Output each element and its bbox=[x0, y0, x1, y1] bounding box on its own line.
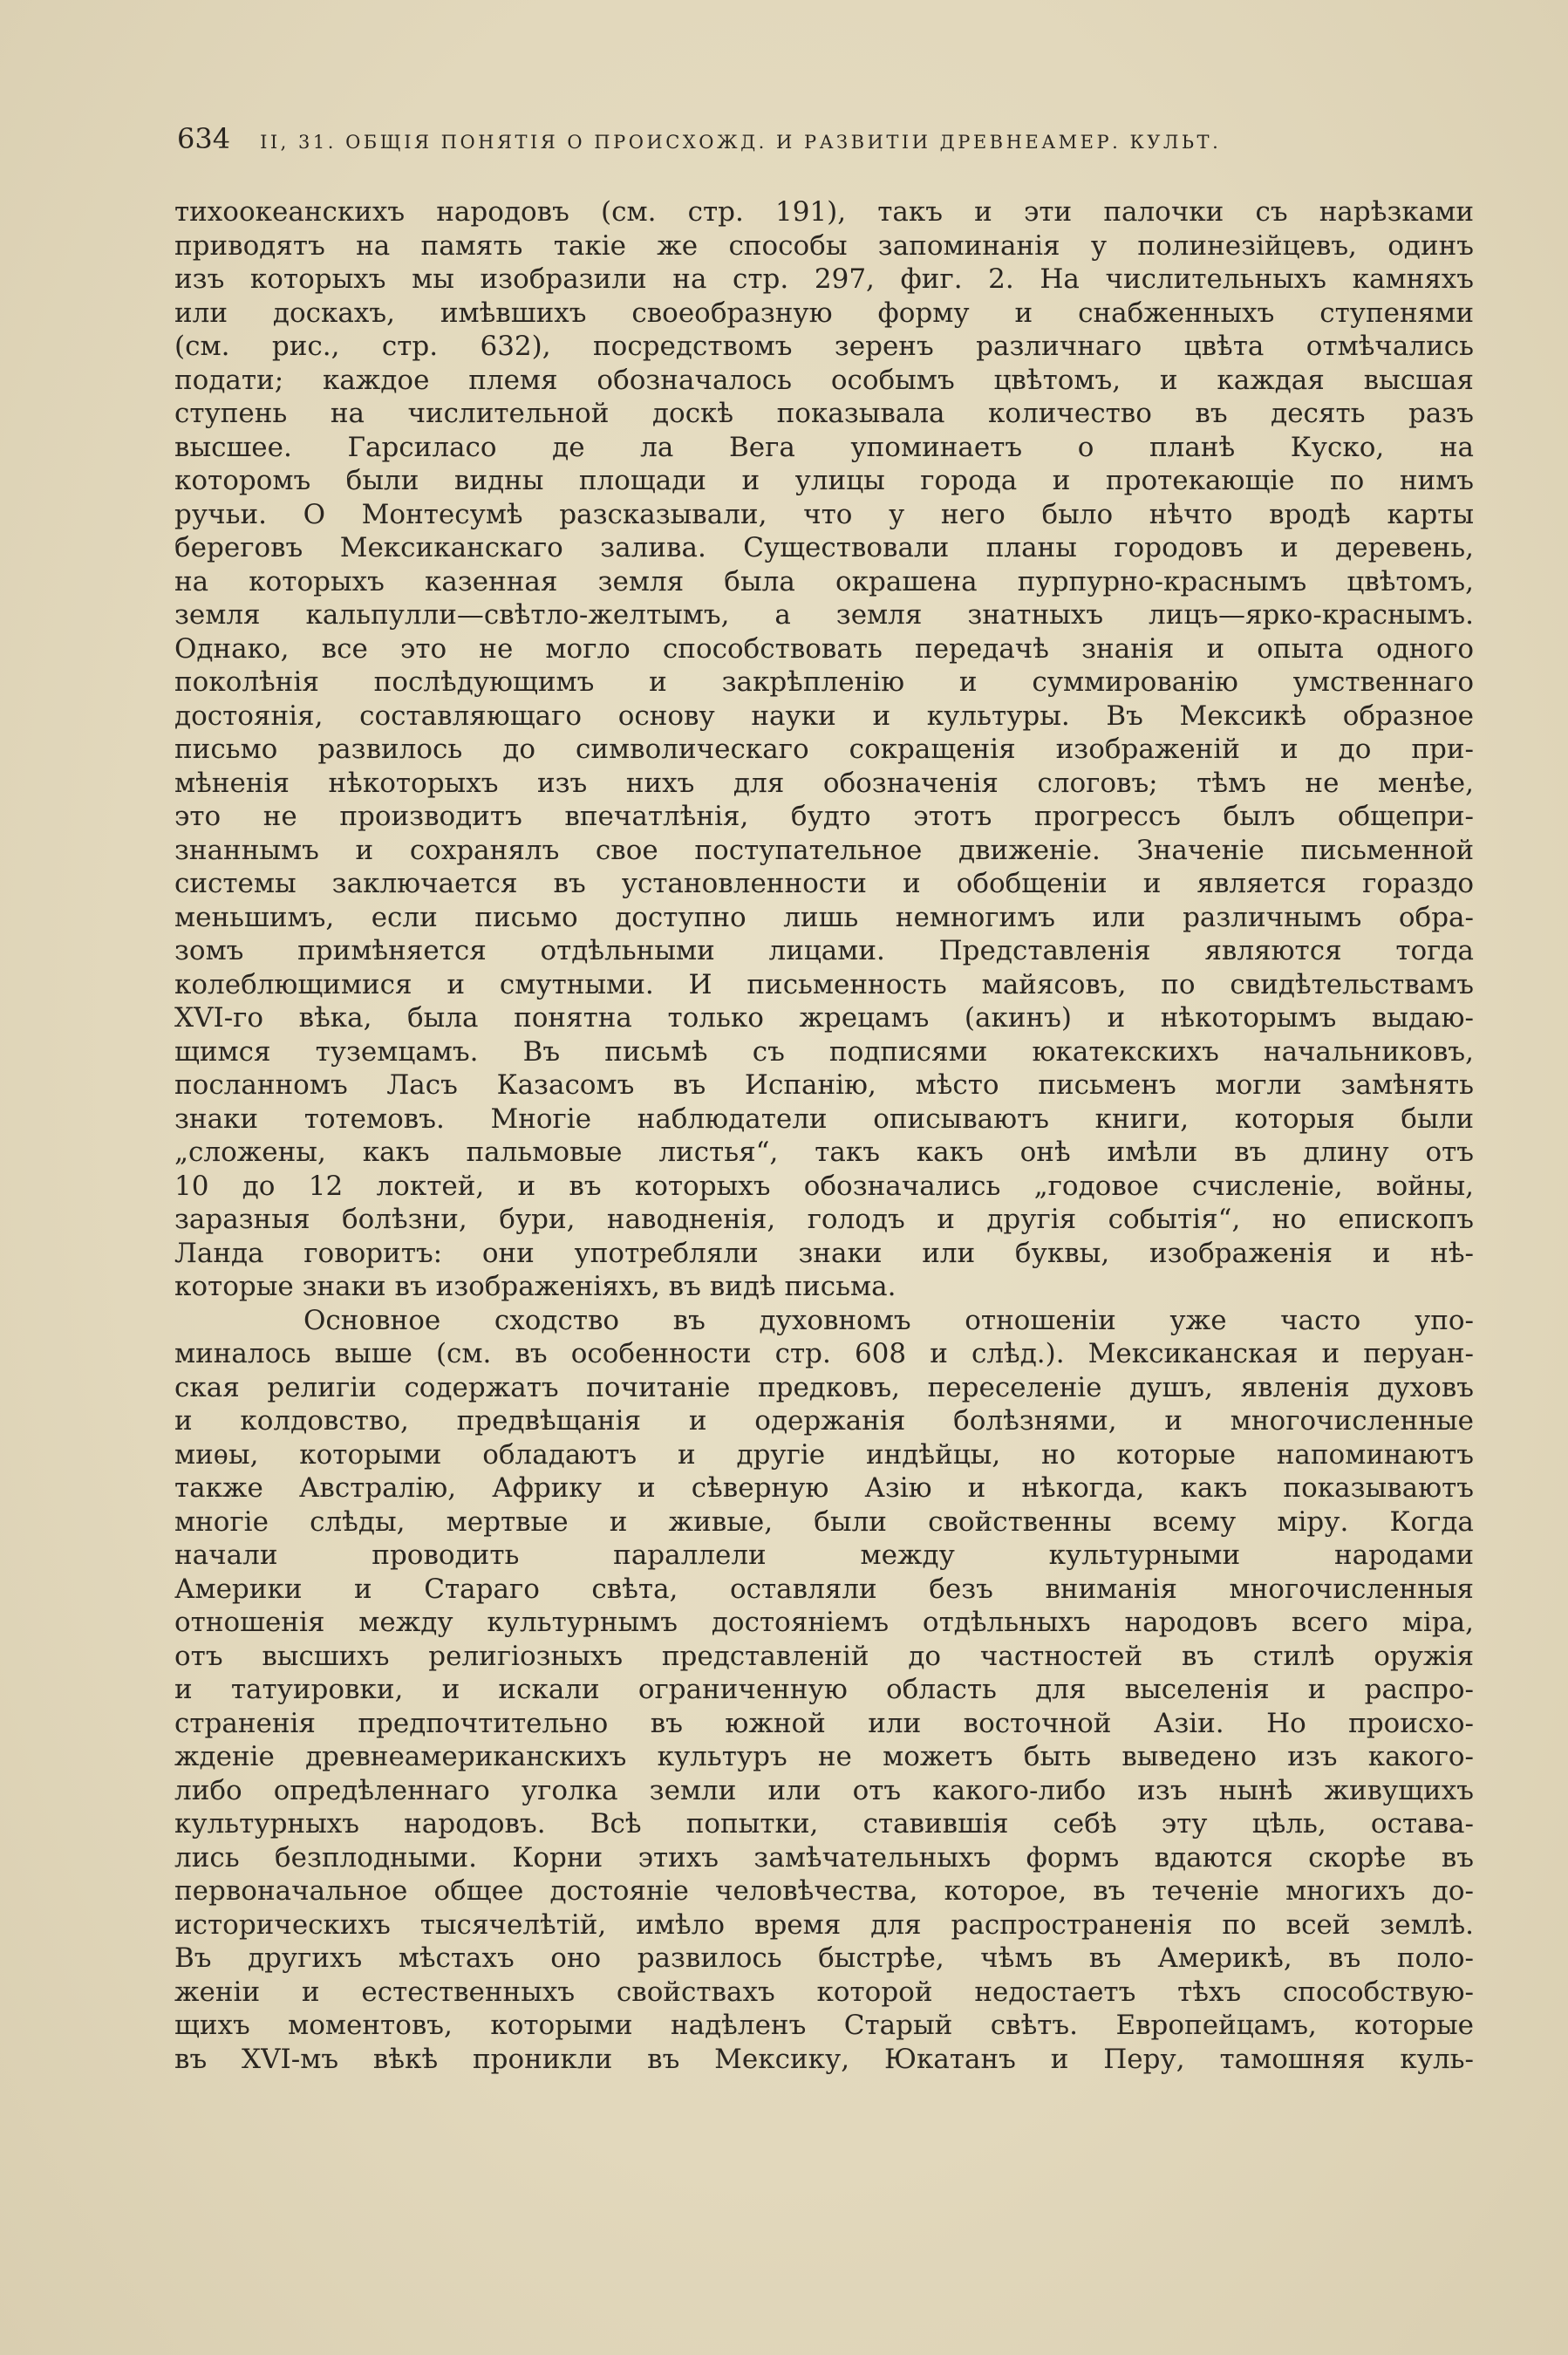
text-line: колеблющимися и смутными. И письменность майясовъ, по свидѣтельствамъ bbox=[174, 968, 1474, 1000]
text-line: щимся туземцамъ. Въ письмѣ съ подписями юкатекскихъ начальниковъ, bbox=[174, 1035, 1474, 1068]
text-line: на которыхъ казенная земля была окрашена пурпурно-краснымъ цвѣтомъ, bbox=[174, 565, 1474, 597]
text-line: культурныхъ народовъ. Всѣ попытки, ставившія себѣ эту цѣль, остава- bbox=[174, 1808, 1474, 1840]
text-line: и татуировки, и искали ограниченную область для выселенія и распро- bbox=[174, 1674, 1474, 1705]
text-line: начали проводить параллели между культурными народами bbox=[174, 1539, 1474, 1571]
text-line: также Австралію, Африку и сѣверную Азію и нѣкогда, какъ показываютъ bbox=[174, 1472, 1474, 1504]
text-line: которомъ были видны площади и улицы города и протекающіе по нимъ bbox=[174, 465, 1474, 496]
text-line: страненія предпочтительно въ южной или восточной Азіи. Но происхо- bbox=[174, 1707, 1474, 1739]
text-line: (см. рис., стр. 632), посредствомъ зеренъ различнаго цвѣта отмѣчались bbox=[174, 331, 1474, 362]
text-line: земля кальпулли—свѣтло-желтымъ, а земля знатныхъ лицъ—ярко-краснымъ. bbox=[174, 599, 1474, 631]
text-line: зомъ примѣняется отдѣльными лицами. Представленія являются тогда bbox=[174, 935, 1474, 966]
text-line: мѣненія нѣкоторыхъ изъ нихъ для обозначенія слоговъ; тѣмъ не менѣе, bbox=[174, 767, 1474, 799]
text-line: жденіе древнеамериканскихъ культуръ не можетъ быть выведено изъ какого- bbox=[174, 1741, 1474, 1772]
text-line: изъ которыхъ мы изобразили на стр. 297, фиг. 2. На числительныхъ камняхъ bbox=[174, 263, 1474, 295]
text-line: Въ другихъ мѣстахъ оно развилось быстрѣе, чѣмъ въ Америкѣ, въ поло- bbox=[174, 1942, 1474, 1974]
text-line: высшее. Гарсиласо де ла Вега упоминаетъ о планѣ Куско, на bbox=[174, 431, 1474, 463]
text-line: въ XVI-мъ вѣкѣ проникли въ Мексику, Юкатанъ и Перу, тамошняя куль- bbox=[174, 2043, 1474, 2075]
text-line: ручьи. О Монтесумѣ разсказывали, что у него было нѣчто вродѣ карты bbox=[174, 498, 1474, 530]
page-number: 634 bbox=[177, 122, 231, 155]
text-line: системы заключается въ установленности и обобщеніи и является гораздо bbox=[174, 868, 1474, 899]
paragraph-start-line: Основное сходство въ духовномъ отношеніи уже часто упо- bbox=[303, 1304, 1474, 1336]
text-line: Однако, все это не могло способствовать передачѣ знанія и опыта одного bbox=[174, 632, 1474, 665]
text-line: Америки и Стараго свѣта, оставляли безъ вниманія многочисленныя bbox=[174, 1573, 1474, 1605]
text-line: знаки тотемовъ. Многіе наблюдатели описываютъ книги, которыя были bbox=[174, 1102, 1474, 1135]
text-line: XVI-го вѣка, была понятна только жрецамъ (акинъ) и нѣкоторымъ выдаю- bbox=[174, 1002, 1474, 1034]
paragraph-end-line: которые знаки въ изображеніяхъ, въ видѣ письма. bbox=[174, 1271, 896, 1302]
body-text bbox=[174, 195, 1474, 2076]
text-line: историческихъ тысячелѣтій, имѣло время для распространенія по всей землѣ. bbox=[174, 1908, 1474, 1941]
text-line: письмо развилось до символическаго сокращенія изображеній и до при- bbox=[174, 734, 1474, 765]
text-line: миналось выше (см. въ особенности стр. 608 и слѣд.). Мексиканская и перуан- bbox=[174, 1338, 1474, 1369]
text-line: посланномъ Ласъ Казасомъ въ Испанію, мѣсто письменъ могли замѣнять bbox=[174, 1069, 1474, 1101]
text-line: ступень на числительной доскѣ показывала количество въ десять разъ bbox=[174, 398, 1474, 429]
text-line: подати; каждое племя обозначалось особымъ цвѣтомъ, и каждая высшая bbox=[174, 364, 1474, 396]
text-line: знаннымъ и сохранялъ свое поступательное движеніе. Значеніе письменной bbox=[174, 834, 1474, 866]
text-line: и колдовство, предвѣщанія и одержанія болѣзнями, и многочисленные bbox=[174, 1405, 1474, 1437]
text-line: 10 до 12 локтей, и въ которыхъ обозначались „годовое счисленіе, войны, bbox=[174, 1170, 1474, 1202]
text-line: достоянія, составляющаго основу науки и культуры. Въ Мексикѣ образное bbox=[174, 700, 1474, 732]
text-line: „сложены, какъ пальмовые листья“, такъ какъ онѣ имѣли въ длину отъ bbox=[174, 1137, 1474, 1168]
text-line: отъ высшихъ религіозныхъ представленій до частностей въ стилѣ оружія bbox=[174, 1640, 1474, 1672]
text-line: первоначальное общее достояніе человѣчества, которое, въ теченіе многихъ до- bbox=[174, 1875, 1474, 1907]
text-line: это не производитъ впечатлѣнія, будто этотъ прогрессъ былъ общепри- bbox=[174, 801, 1474, 832]
text-line: женіи и естественныхъ свойствахъ которой недостаетъ тѣхъ способствую- bbox=[174, 1976, 1474, 2008]
text-line: миѳы, которыми обладаютъ и другіе индѣйцы, но которые напоминаютъ bbox=[174, 1438, 1474, 1471]
text-line: приводятъ на память такіе же способы запоминанія у полинезійцевъ, одинъ bbox=[174, 229, 1474, 262]
text-line: многіе слѣды, мертвые и живые, были свойственны всему міру. Когда bbox=[174, 1505, 1474, 1538]
text-line: ская религіи содержатъ почитаніе предковъ, переселеніе душъ, явленія духовъ bbox=[174, 1371, 1474, 1403]
text-line: заразныя болѣзни, бури, наводненія, голодъ и другія событія“, но епископъ bbox=[174, 1204, 1474, 1235]
text-line: щихъ моментовъ, которыми надѣленъ Старый свѣтъ. Европейцамъ, которые bbox=[174, 2010, 1474, 2041]
text-line: лись безплодными. Корни этихъ замѣчательныхъ формъ вдаются скорѣе въ bbox=[174, 1841, 1474, 1874]
text-line: либо опредѣленнаго уголка земли или отъ какого-либо изъ нынѣ живущихъ bbox=[174, 1774, 1474, 1806]
text-line: меньшимъ, если письмо доступно лишь немногимъ или различнымъ обра- bbox=[174, 901, 1474, 933]
text-line: отношенія между культурнымъ достояніемъ отдѣльныхъ народовъ всего міра, bbox=[174, 1607, 1474, 1638]
text-line: поколѣнія послѣдующимъ и закрѣпленію и суммированію умственнаго bbox=[174, 666, 1474, 698]
text-line: береговъ Мексиканскаго залива. Существовали планы городовъ и деревень, bbox=[174, 532, 1474, 563]
text-line: тихоокеанскихъ народовъ (см. стр. 191), такъ и эти палочки съ нарѣзками bbox=[174, 196, 1474, 228]
page-header bbox=[177, 122, 1398, 157]
running-head: II, 31. ОБЩІЯ ПОНЯТІЯ О ПРОИСХОЖД. И РАЗВИТІИ ДРЕВНЕАМЕР. КУЛЬТ. bbox=[260, 132, 1222, 153]
text-line: или доскахъ, имѣвшихъ своеобразную форму и снабженныхъ ступенями bbox=[174, 297, 1474, 329]
text-line: Ланда говоритъ: они употребляли знаки или буквы, изображенія и нѣ- bbox=[174, 1237, 1474, 1269]
